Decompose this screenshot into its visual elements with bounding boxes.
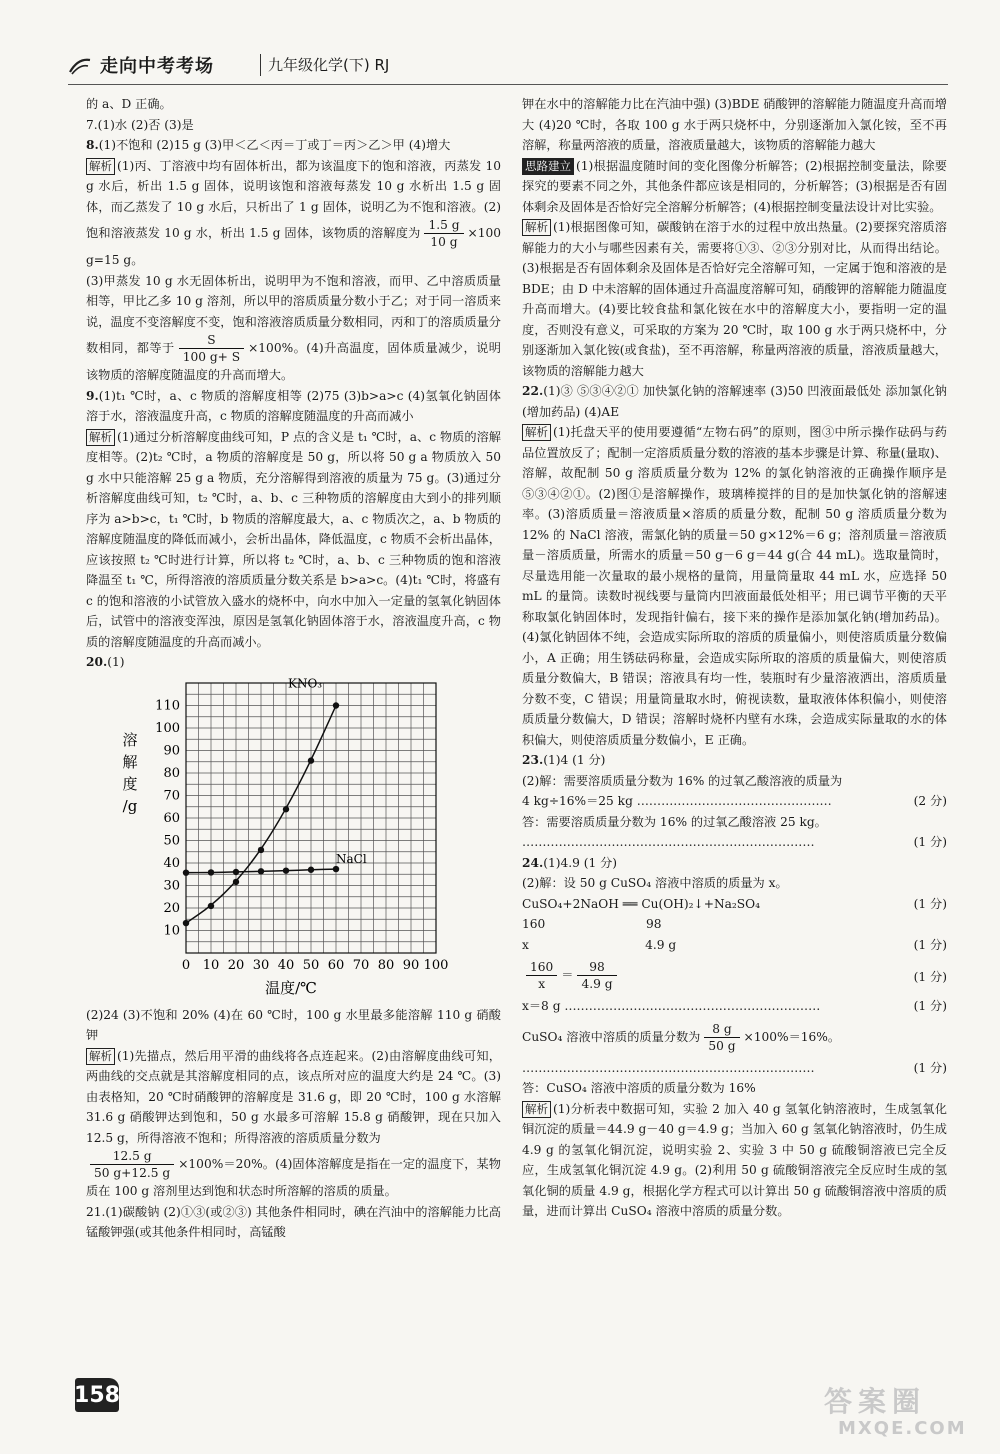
data-point — [308, 866, 314, 872]
x-tick-label: 0 — [181, 957, 191, 973]
solution-line: 160 98 — [522, 917, 662, 931]
solution-text: 4 kg÷16%＝25 kg ………………………………………… — [522, 794, 832, 808]
y-tick-label: 20 — [163, 900, 180, 916]
solution-line — [522, 996, 947, 1017]
solution-line — [522, 935, 947, 956]
data-point — [333, 702, 339, 708]
solution-line — [522, 1021, 947, 1054]
question-number: 9. — [86, 388, 99, 403]
y-tick-label: 10 — [163, 923, 180, 938]
fraction-denominator: 4.9 g — [581, 977, 613, 991]
analysis-q9 — [86, 427, 501, 653]
answer-q23 — [522, 750, 947, 771]
left-column — [86, 94, 501, 1243]
series-label: NaCl — [336, 851, 367, 866]
fraction-denominator: 100 g+ S — [182, 350, 241, 364]
right-column — [522, 94, 947, 1222]
y-tick-label: 40 — [163, 855, 180, 871]
answer-text: (1)不饱和 (2)15 g (3)甲＜乙＜丙＝丁或丁＝丙＞乙＞甲 (4)增大 — [98, 138, 451, 152]
x-tick-label: 30 — [252, 957, 270, 973]
data-point — [208, 902, 214, 908]
solubility-chart — [86, 675, 501, 1005]
answer-q21-cont: 钾在水中的溶解能力比在汽油中强) (3)BDE 硝酸钾的溶解能力随温度升高而增大 (4)20 ℃时，各取 100 g 水于两只烧杯中，分别逐渐加入氯化铵，至不再溶解，称量两溶液的质量，溶液质量越大，该物质的溶解能力越大 — [522, 97, 947, 152]
x-tick-label: 20 — [227, 957, 245, 973]
y-tick-label: 30 — [163, 878, 180, 893]
analysis-text: (1)先描点，然后用平滑的曲线将各点连起来。(2)由溶解度曲线可知，两曲线的交点就是其溶解度相同的点，该点所对应的温度大约是 24 ℃。(3)由表格知，20 ℃时硝酸钾的溶解度是 31.6 g，即 20 ℃时，100 g 水溶解 31.6 g 硝酸钾达到饱和，50 g 水最多可溶解 15.8 g 硝酸钾，现在只加入 12.5 g，所得溶液不饱和；所得溶液的溶质质量分数为 — [86, 1048, 501, 1145]
solution-line — [522, 832, 947, 853]
analysis-q24 — [522, 1099, 947, 1222]
y-tick-label: 100 — [155, 720, 180, 736]
fraction-numerator: S — [179, 332, 244, 349]
y-axis-label: 解 — [122, 752, 138, 771]
analysis-text: (1)丙、丁溶液中均有固体析出，都为该温度下的饱和溶液，丙蒸发 10 g 水后，析出 1.5 g 固体，说明该饱和溶液每蒸发 10 g 水析出 1.5 g 固体，而乙蒸发了 10 g 水后，只析出了 1 g 固体，说明乙为不饱和溶液。(2)饱和溶液蒸发 10 g 水，析出 1.5 g 固体，该物质的溶解度为 — [86, 158, 501, 240]
logo-icon — [68, 54, 92, 78]
fraction-numerator: 1.5 g — [424, 217, 463, 234]
x-tick-label: 60 — [327, 957, 345, 973]
answer-text: (1)4 (1 分) — [543, 753, 606, 767]
page-header — [68, 50, 948, 90]
y-tick-label: 90 — [163, 743, 180, 758]
y-axis-label: /g — [122, 796, 138, 815]
x-tick-label: 40 — [277, 957, 295, 973]
answer-text: (1) — [107, 655, 125, 669]
proportion-line — [522, 959, 947, 992]
fraction-tail: ×100 g=15 g。 — [86, 226, 501, 267]
x-tick-label: 90 — [402, 957, 420, 973]
solution-line — [522, 1058, 947, 1079]
analysis-text: (1)根据图像可知，碳酸钠在溶于水的过程中放出热量。(2)要探究溶质溶解能力的大小与哪些因素有关，需要将①③、②③分别对比，从而得出结论。(3)根据是否有固体剩余及固体是否恰好完全溶解可知，一定属于饱和溶液的是 BDE；由 D 中未溶解的固体通过升高温度溶解可知，硝酸钾的溶解能力随温度升高而增大。(4)要比较食盐和氯化铵在水中的溶解度大小，要指明一定的温度，否则没有意义，可采取的方案为 20 ℃时，取 100 g 水于两只烧杯中，分别逐渐加入氯化铵(或食盐)，至不再溶解，称量两溶液的质量，溶液质量越大，该物质的溶解能力越大 — [522, 220, 947, 378]
fraction-denominator: 50 g — [708, 1038, 736, 1053]
fraction — [90, 1148, 174, 1181]
y-tick-label: 50 — [163, 833, 180, 848]
analysis-text: (3)甲蒸发 10 g 水无固体析出，说明甲为不饱和溶液，而甲、乙中溶质质量相等，甲比乙多 10 g 溶剂，所以甲的溶质质量分数小于乙；对于同一溶质来说，温度不变溶解度不变，饱和溶液溶质质量分数相同，丙和丁的溶质质量分数相同，都等于 — [86, 273, 501, 355]
fraction — [526, 959, 557, 992]
solution-dots: ……………………………………………………………… — [522, 1060, 815, 1075]
fraction-numerator: 8 g — [704, 1021, 739, 1038]
fraction-tail: ×100%。(4)升高温度，固体质量减少，说明该物质的溶解度随温度的升高而增大。 — [86, 341, 501, 382]
analysis-text: (1)分析表中数据可知，实验 2 加入 40 g 氢氧化钠溶液时，生成氢氧化铜沉淀的质量＝44.9 g－40 g＝4.9 g；当加入 60 g 氢氧化钠溶液时，仍生成 4.9 g 的氢氧化铜沉淀，说明实验 2、实验 3 中 50 g 硫酸铜溶液已完全反应，生成氢氧化铜沉淀 4.9 g。(2)利用 50 g 硫酸铜溶液完全反应时生成的氢氧化铜的质量 4.9 g，根据化学方程式可以计算出 50 g 硫酸铜溶液中溶质的质量，进而计算出 CuSO₄ 溶液中溶质的质量分数。 — [522, 1101, 947, 1218]
data-point — [308, 757, 314, 763]
chemical-equation — [522, 894, 947, 915]
question-number: 22. — [522, 384, 544, 398]
score-mark: (1 分) — [913, 896, 947, 911]
analysis-tag: 解析 — [86, 1048, 115, 1065]
book-title: 走向中考考场 — [100, 56, 214, 77]
idea-q21 — [522, 156, 947, 218]
question-number: 24. — [522, 855, 544, 870]
fraction-numerator: 160 — [526, 959, 557, 976]
score-mark: (1 分) — [913, 970, 947, 984]
page-number: 158 — [75, 1378, 119, 1412]
solution-line: (2)解：设 50 g CuSO₄ 溶液中溶质的质量为 x。 — [522, 876, 788, 890]
series-label: KNO₃ — [288, 676, 323, 690]
fraction-tail: ×100%＝16%。 — [743, 1029, 841, 1044]
y-axis-label: 溶 — [122, 730, 138, 749]
data-point — [183, 919, 189, 925]
x-tick-label: 10 — [202, 957, 220, 973]
analysis-tag: 解析 — [86, 158, 115, 175]
fraction-denominator: 50 g+12.5 g — [94, 1166, 171, 1180]
analysis-text: (1)托盘天平的使用要遵循“左物右码”的原则，图③中所示操作砝码与药品位置放反了；配制一定溶质质量分数的溶液的基本步骤是计算、称量(量取)、溶解，故配制 50 g 溶质质量分数为 12% 的氯化钠溶液的正确操作顺序是⑤③④②①。(2)图①是溶解操作，玻璃棒搅拌的目的是加快氯化钠的溶解速率。(3)溶质质量＝溶液质量×溶质的质量分数，配制 50 g 溶质质量分数为 12% 的 NaCl 溶液，需氯化钠的质量＝50 g×12%＝6 g；溶剂质量＝溶液质量－溶质质量，所需水的质量＝50 g－6 g＝44 g(合 44 mL)。选取量筒时，尽量选用能一次量取的最小规格的量筒，用量筒量取 44 mL 水，应选择 50 mL 的量筒。读数时视线要与量筒内凹液面最低处相平；用已调节平衡的天平称取氯化钠固体时，发现指针偏右，接下来的操作是添加氯化钠(增加药品)。(4)氯化钠固体不纯，会造成实际所取的溶质的质量偏小，则使溶质质量分数偏小，A 正确；用生锈砝码称量，会造成实际所取的溶质的质量偏大，则使溶质质量分数偏大，B 错误；溶液具有均一性，装瓶时有少量溶液洒出，溶质质量分数不变，C 错误；用量筒量取水时，俯视读数，量取液体体积偏小，则使溶质质量分数偏大，D 错误；溶解时烧杯内壁有水珠，会造成实际量取的水的体积偏大，则使溶质质量分数偏小，E 正确。 — [522, 425, 947, 747]
watermark-logo — [818, 1380, 967, 1446]
question-number: 20. — [86, 655, 108, 669]
answer-q9 — [86, 386, 501, 427]
answer-text: (1)t₁ ℃时，a、c 物质的溶解度相等 (2)75 (3)b>a>c (4)氢氧化钠固体溶于水，溶液温度升高，c 物质的溶解度随温度的升高而减小 — [86, 388, 501, 423]
score-mark: (1 分) — [913, 999, 947, 1013]
header-rule — [68, 84, 948, 85]
solution-line: 答：CuSO₄ 溶液中溶质的质量分数为 16% — [522, 1081, 756, 1095]
grade-subject: 九年级化学(下) RJ — [268, 56, 390, 74]
data-point — [283, 806, 289, 812]
x-tick-label: 80 — [377, 957, 395, 973]
answer-q20-rest: (2)24 (3)不饱和 20% (4)在 60 ℃时，100 g 水里最多能溶解 110 g 硝酸钾 — [86, 1007, 501, 1042]
analysis-tag: 解析 — [522, 219, 551, 236]
answer-q20 — [86, 652, 501, 673]
analysis-text: (1)通过分析溶解度曲线可知，P 点的含义是 t₁ ℃时，a、c 物质的溶解度相等。(2)t₂ ℃时，a 物质的溶解度是 50 g，所以将 50 g a 物质放入 50 g 水中只能溶解 25 g a 物质，充分溶解得到溶液的质量为 75 g。(3)通过分析溶解度曲线可知，t₂ ℃时，a、b、c 三种物质的溶解度由大到小的排列顺序为 a>b>c，t₁ ℃时，b 物质的溶解度最大，a、c 物质次之，a、b 物质的溶解度随温度的降低而减小，会析出晶体，降低温度，c 物质不会析出晶体，应该按照 t₂ ℃时进行计算，所以将 t₂ ℃时，a、b、c 三种物质的饱和溶液降温至 t₁ ℃，所得溶液的溶质质量分数关系是 b>a>c。(4)t₁ ℃时，将盛有 c 的饱和溶液的小试管放入盛水的烧杯中，向水中加入一定量的氢氧化钠固体后，试管中的溶液变浑浊，原因是氢氧化钠固体溶于水，溶液温度升高，c 物质的溶解度随温度的升高而减小。 — [86, 429, 501, 649]
y-tick-label: 60 — [163, 810, 180, 826]
analysis-q21 — [522, 217, 947, 381]
solution-line: (2)解：需要溶质质量分数为 16% 的过氧乙酸溶液的质量为 — [522, 773, 843, 788]
fraction-numerator: 12.5 g — [90, 1148, 174, 1165]
watermark-url: MXQE.COM — [838, 1418, 967, 1439]
fraction — [424, 217, 463, 250]
data-point — [258, 868, 264, 874]
fraction-denominator: 10 g — [430, 235, 458, 249]
analysis-q22 — [522, 422, 947, 750]
data-point — [233, 878, 239, 884]
y-tick-label: 110 — [155, 698, 180, 713]
x-axis-label: 温度/℃ — [265, 978, 317, 997]
data-point — [283, 867, 289, 873]
data-point — [183, 869, 189, 875]
idea-tag: 思路建立 — [522, 158, 574, 175]
data-point — [258, 846, 264, 852]
analysis-tag: 解析 — [522, 424, 551, 441]
answer-q24 — [522, 853, 947, 874]
solution-dots: ……………………………………………………………… — [522, 835, 815, 849]
watermark-text: 答案圈 — [824, 1385, 927, 1418]
score-mark: (2 分) — [913, 794, 947, 808]
data-point — [208, 869, 214, 875]
answer-line: 的 a、D 正确。 — [86, 97, 172, 111]
data-point — [233, 868, 239, 874]
chart-svg — [86, 675, 501, 1005]
score-mark: (1 分) — [913, 1060, 947, 1075]
question-number: 8. — [86, 138, 99, 152]
fraction — [577, 959, 616, 992]
analysis-q8-cont — [86, 271, 501, 386]
solution-text: CuSO₄ 溶液中溶质的质量分数为 — [522, 1029, 701, 1044]
fraction-numerator: 98 — [577, 959, 616, 976]
answer-q7: 7.(1)水 (2)否 (3)是 — [86, 117, 194, 132]
equals-sign: ＝ — [561, 968, 574, 982]
equation-text: CuSO₄+2NaOH ══ Cu(OH)₂↓+Na₂SO₄ — [522, 896, 760, 911]
solution-text: x 4.9 g — [522, 937, 677, 952]
fraction — [704, 1021, 739, 1054]
analysis-tag: 解析 — [86, 429, 115, 446]
fraction — [179, 332, 244, 365]
analysis-q20-formula — [86, 1148, 501, 1202]
answer-q21: 21.(1)碳酸钠 (2)①③(或②③) 其他条件相同时，碘在汽油中的溶解能力比高锰酸钾强(或其他条件相同时，高锰酸 — [86, 1204, 501, 1239]
analysis-tag: 解析 — [522, 1101, 551, 1118]
solution-line: 答：需要溶质质量分数为 16% 的过氧乙酸溶液 25 kg。 — [522, 814, 827, 829]
answer-text: (1)4.9 (1 分) — [543, 855, 618, 870]
score-mark: (1 分) — [913, 937, 947, 952]
fraction-denominator: x — [538, 977, 546, 991]
answer-text: (1)③ ⑤③④②① 加快氯化钠的溶解速率 (3)50 凹液面最低处 添加氯化钠(增加药品) (4)AE — [522, 384, 947, 419]
analysis-q20 — [86, 1046, 501, 1149]
answer-q22 — [522, 381, 947, 422]
analysis-q8 — [86, 156, 501, 271]
answer-q8 — [86, 135, 501, 156]
header-divider — [260, 54, 261, 76]
data-point — [333, 865, 339, 871]
score-mark: (1 分) — [913, 835, 947, 849]
x-tick-label: 100 — [423, 957, 449, 973]
y-tick-label: 70 — [163, 788, 180, 803]
solution-line — [522, 791, 947, 812]
x-tick-label: 70 — [352, 957, 370, 973]
y-tick-label: 80 — [163, 765, 180, 781]
y-axis-label: 度 — [122, 774, 138, 793]
solution-text: x＝8 g ……………………………………………………… — [522, 999, 821, 1013]
idea-text: (1)根据温度随时间的变化图像分析解答；(2)根据控制变量法，除要探究的要素不同之外，其他条件都应该是相同的，分析解答；(3)根据是否有固体剩余及固体是否恰好完全溶解分析解答；(4)根据控制变量法设计对比实验。 — [522, 158, 947, 214]
fraction-tail: ×100%＝20%。(4)固体溶解度是指在一定的温度下，某物质在 100 g 溶剂里达到饱和状态时所溶解的溶质的质量。 — [86, 1157, 501, 1198]
question-number: 23. — [522, 753, 544, 767]
x-tick-label: 50 — [302, 957, 320, 973]
